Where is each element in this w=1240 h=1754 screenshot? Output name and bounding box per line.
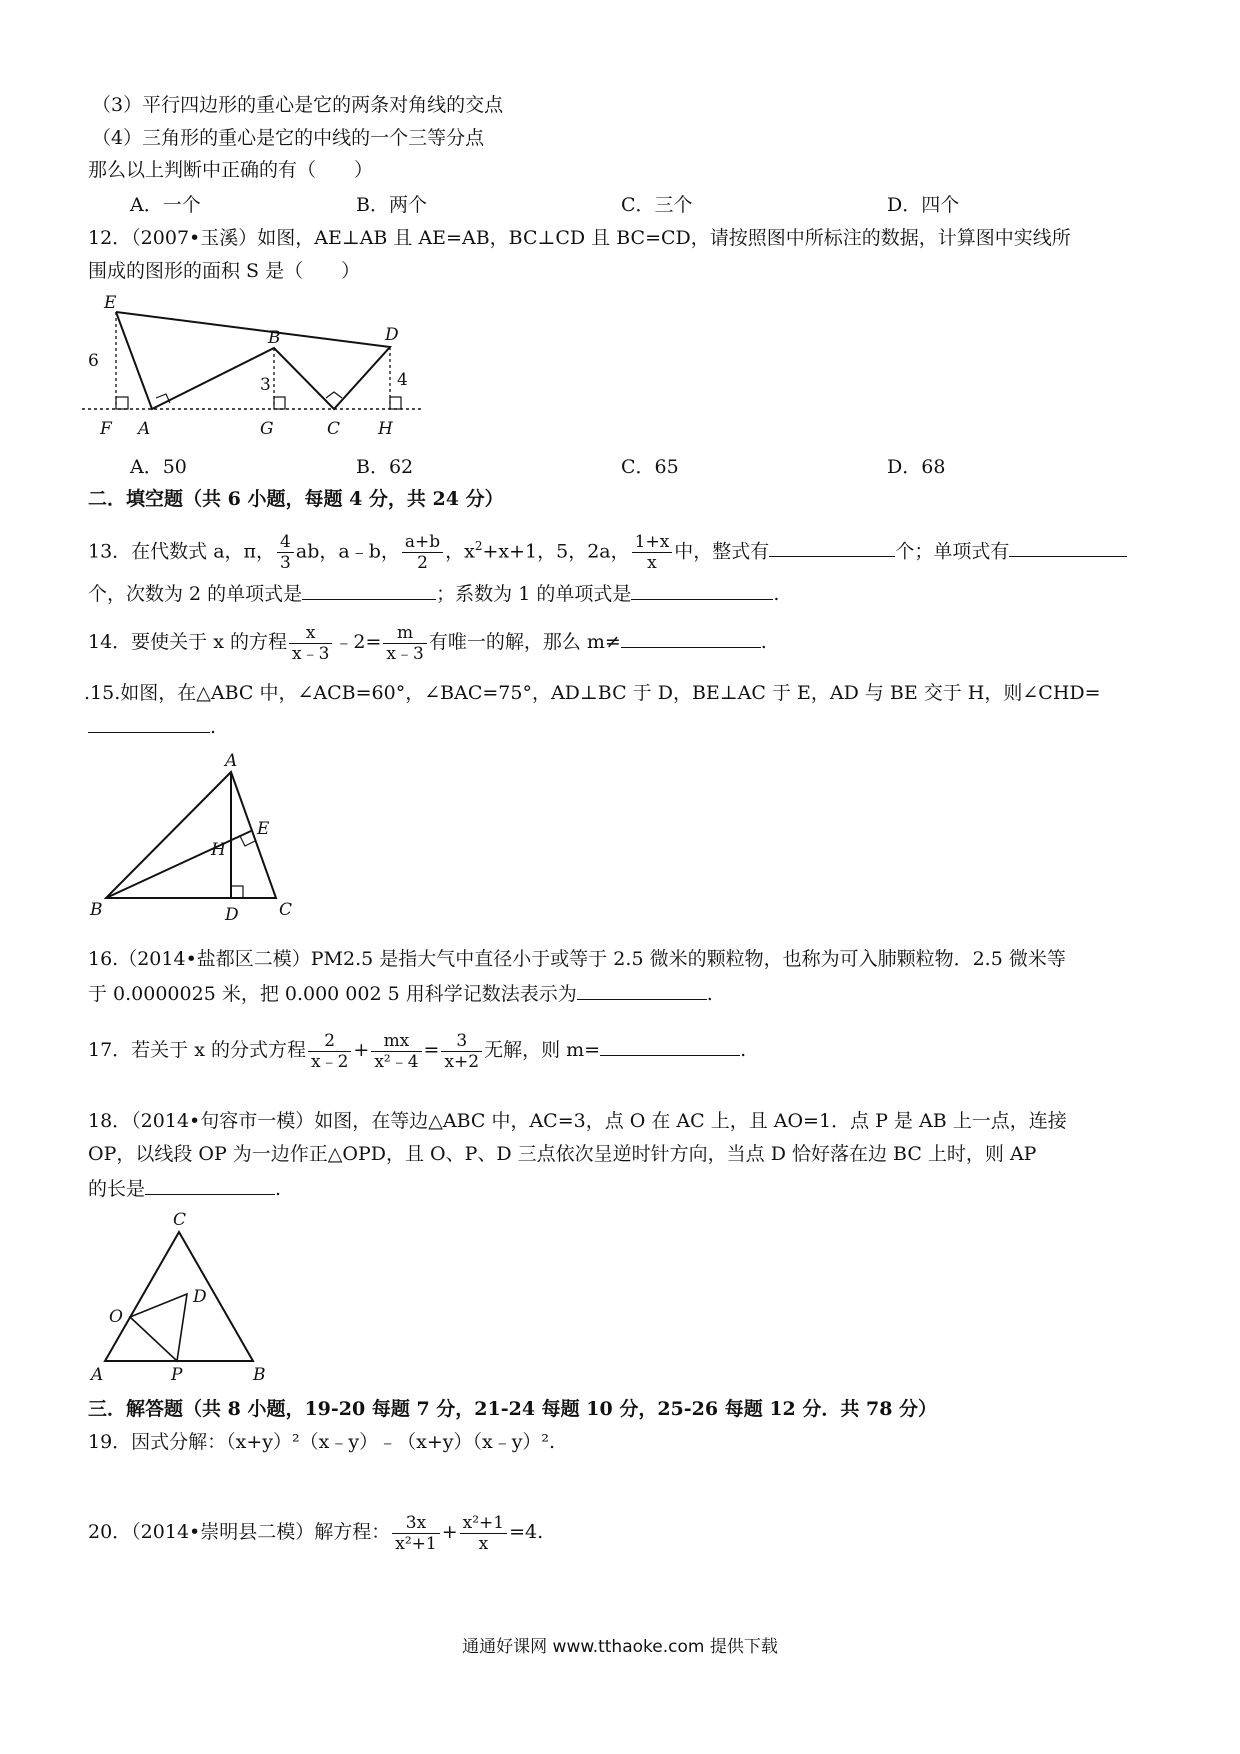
q20-fraction-2: $\frac{\text{x²+1}}{x}$ [460,1513,507,1554]
q15-triangle-abc [106,772,276,898]
q17-text-2: 无解，则 m= [484,1039,601,1061]
q12-label-h: H [378,419,393,439]
q15-blank[interactable] [88,712,210,733]
q18-text-line2: OP，以线段 OP 为一边作正△OPD，且 O、P、D 三点依次呈逆时针方向，当点 D 恰好落在边 BC 上时，则 AP [88,1143,1037,1165]
q12-label-a: A [138,419,151,439]
q13-blank-monomial[interactable] [1009,536,1127,557]
q15-right-angle-d [231,886,243,898]
q12-label-f: F [100,419,112,439]
q13-blank-coefficient-1[interactable] [631,579,773,600]
q19-text: 19．因式分解：（x+y）²（x﹣y）﹣（x+y）（x﹣y）². [88,1431,556,1453]
q18-line3 [88,1174,281,1202]
q18-text-line1: 18．（2014•句容市一模）如图，在等边△ABC 中，AC=3，点 O 在 AC 上，且 AO=1．点 P 是 AB 上一点，连接 [88,1110,1067,1132]
q12-option-a: A．50 [130,456,187,478]
q18-figure [85,1208,285,1388]
q15-label-d: D [225,905,239,925]
q11-item-3: （3）平行四边形的重心是它的两条对角线的交点 [92,94,504,116]
q13-text-1: 13．在代数式 a，π， [88,540,276,563]
q14-text-1: 14．要使关于 x 的方程 [88,631,287,653]
q13-text-2: ab，a﹣b， [295,540,400,563]
q16-line2 [88,979,713,1007]
q14-fraction-x: $\frac{x}{x﹣3}$ [289,623,332,664]
q13-line2 [88,579,779,607]
q12-option-b: B．62 [356,456,414,478]
q13-blank-integral[interactable] [769,536,895,557]
q13-fraction-a-plus-b: $\frac{a+b}{2}$ [402,532,443,573]
q13-text-4: +x+1，5，2a， [482,540,630,563]
q18-label-c: C [173,1210,187,1230]
q18-end: . [275,1178,282,1200]
q15-altitude-be [106,831,251,898]
q14-line [88,620,767,664]
q12-right-angle-f [116,397,128,409]
q14-fraction-m: $\frac{m}{x﹣3}$ [383,623,426,664]
q20-text-1: 20．（2014•崇明县二模）解方程： [88,1521,391,1543]
q13-text-7: 个，次数为 2 的单项式是 [88,583,303,605]
q17-equals: = [423,1039,440,1061]
q11-option-c: C．三个 [621,194,693,216]
section-2-heading: 二．填空题（共 6 小题，每题 4 分，共 24 分） [88,488,504,510]
q17-text-3: . [740,1039,747,1061]
q18-label-p: P [171,1365,183,1385]
q15-end: . [210,716,217,738]
q11-option-a: A．一个 [130,194,201,216]
q12-shape [116,312,390,409]
q12-right-angle-h [390,397,401,409]
q15-figure [85,752,305,927]
q12-label-g: G [260,419,274,439]
q20-plus: + [441,1521,458,1543]
q16-end: . [706,983,713,1005]
q17-line [88,1028,746,1072]
q18-label-o: O [109,1307,123,1327]
q15-label-h: H [211,840,226,860]
q12-label-d: D [385,325,399,345]
q12-right-angle-g [274,397,285,409]
q12-text-line2: 围成的图形的面积 S 是（ ） [88,260,361,282]
q12-label-6: 6 [88,351,99,371]
q12-figure [80,290,430,440]
q13-blank-degree-2[interactable] [302,579,436,600]
q12-label-e: E [104,293,117,313]
q20-line [88,1510,543,1554]
q16-blank[interactable] [577,979,707,1000]
q11-item-4: （4）三角形的重心是它的中线的一个三等分点 [92,127,485,149]
q15-label-e: E [257,819,270,839]
page-footer: 通通好课网 www.tthaoke.com 提供下载 [462,1637,778,1657]
q17-text-1: 17．若关于 x 的分式方程 [88,1039,306,1061]
q18-label-d: D [193,1287,207,1307]
q17-fraction-1: $\frac{2}{x﹣2}$ [308,1031,351,1072]
q15-text-line1: .15.如图，在△ABC 中，∠ACB=60°，∠BAC=75°，AD⊥BC 于 D，BE⊥AC 于 E，AD 与 BE 交于 H，则∠CHD= [84,682,1101,704]
q13-text-9: . [773,583,780,605]
q13-text-3: ，x [445,540,475,563]
q15-right-angle-e [240,836,255,846]
q15-label-b: B [90,900,103,920]
section-3-heading: 三．解答题（共 8 小题，19-20 每题 7 分，21-24 每题 10 分，25-26 每题 12 分．共 78 分） [88,1398,938,1420]
q13-superscript: 2 [474,539,483,553]
q14-blank[interactable] [621,627,761,648]
q20-fraction-1: $\frac{3x}{\text{x²+1}}$ [392,1513,439,1554]
q14-text-4: . [760,631,767,653]
q13-fraction-4-3: $\frac{4}{3}$ [277,532,294,573]
q11-option-d: D．四个 [887,194,960,216]
q17-plus: + [353,1039,370,1061]
q17-fraction-3: $\frac{3}{x+2}$ [441,1031,482,1072]
q16-text-2: 于 0.0000025 米，把 0.000 002 5 用科学记数法表示为 [88,983,577,1005]
q12-label-c: C [327,419,341,439]
q12-option-c: C．65 [621,456,679,478]
q20-text-2: =4. [509,1521,544,1543]
q11-option-b: B．两个 [356,194,427,216]
q18-blank[interactable] [145,1174,275,1195]
q13-text-6: 个；单项式有 [895,540,1010,563]
q15-label-a: A [225,751,238,771]
q14-text-2: ﹣2= [334,631,382,653]
q13-fraction-1-plus-x: $\frac{1+x}{x}$ [632,532,673,573]
q14-text-3: 有唯一的解，那么 m≠ [428,631,621,653]
q11-question: 那么以上判断中正确的有（ ） [88,159,374,181]
q18-label-a: A [91,1365,104,1385]
q13-text-8: ；系数为 1 的单项式是 [436,583,632,605]
q12-label-3: 3 [260,375,271,395]
q12-label-b: B [268,328,281,348]
q13-text-5: 中，整式有 [674,540,770,563]
q18-label-b: B [253,1365,266,1385]
q16-text-line1: 16.（2014•盐都区二模）PM2.5 是指大气中直径小于或等于 2.5 微米的颗粒物，也称为可入肺颗粒物．2.5 微米等 [88,948,1066,970]
q13-line1 [88,524,1127,573]
q15-line2 [88,712,216,740]
q17-fraction-2: $\frac{mx}{\text{x²﹣4}}$ [371,1031,421,1072]
q12-text-line1: 12．（2007•玉溪）如图，AE⊥AB 且 AE=AB，BC⊥CD 且 BC=CD，请按照图中所标注的数据，计算图中实线所 [88,227,1071,249]
q17-blank[interactable] [600,1035,740,1056]
q12-label-4: 4 [397,370,408,390]
q18-text-3: 的长是 [88,1178,146,1200]
q15-label-c: C [279,900,293,920]
q12-right-angle-c [326,392,342,398]
q12-option-d: D．68 [887,456,946,478]
